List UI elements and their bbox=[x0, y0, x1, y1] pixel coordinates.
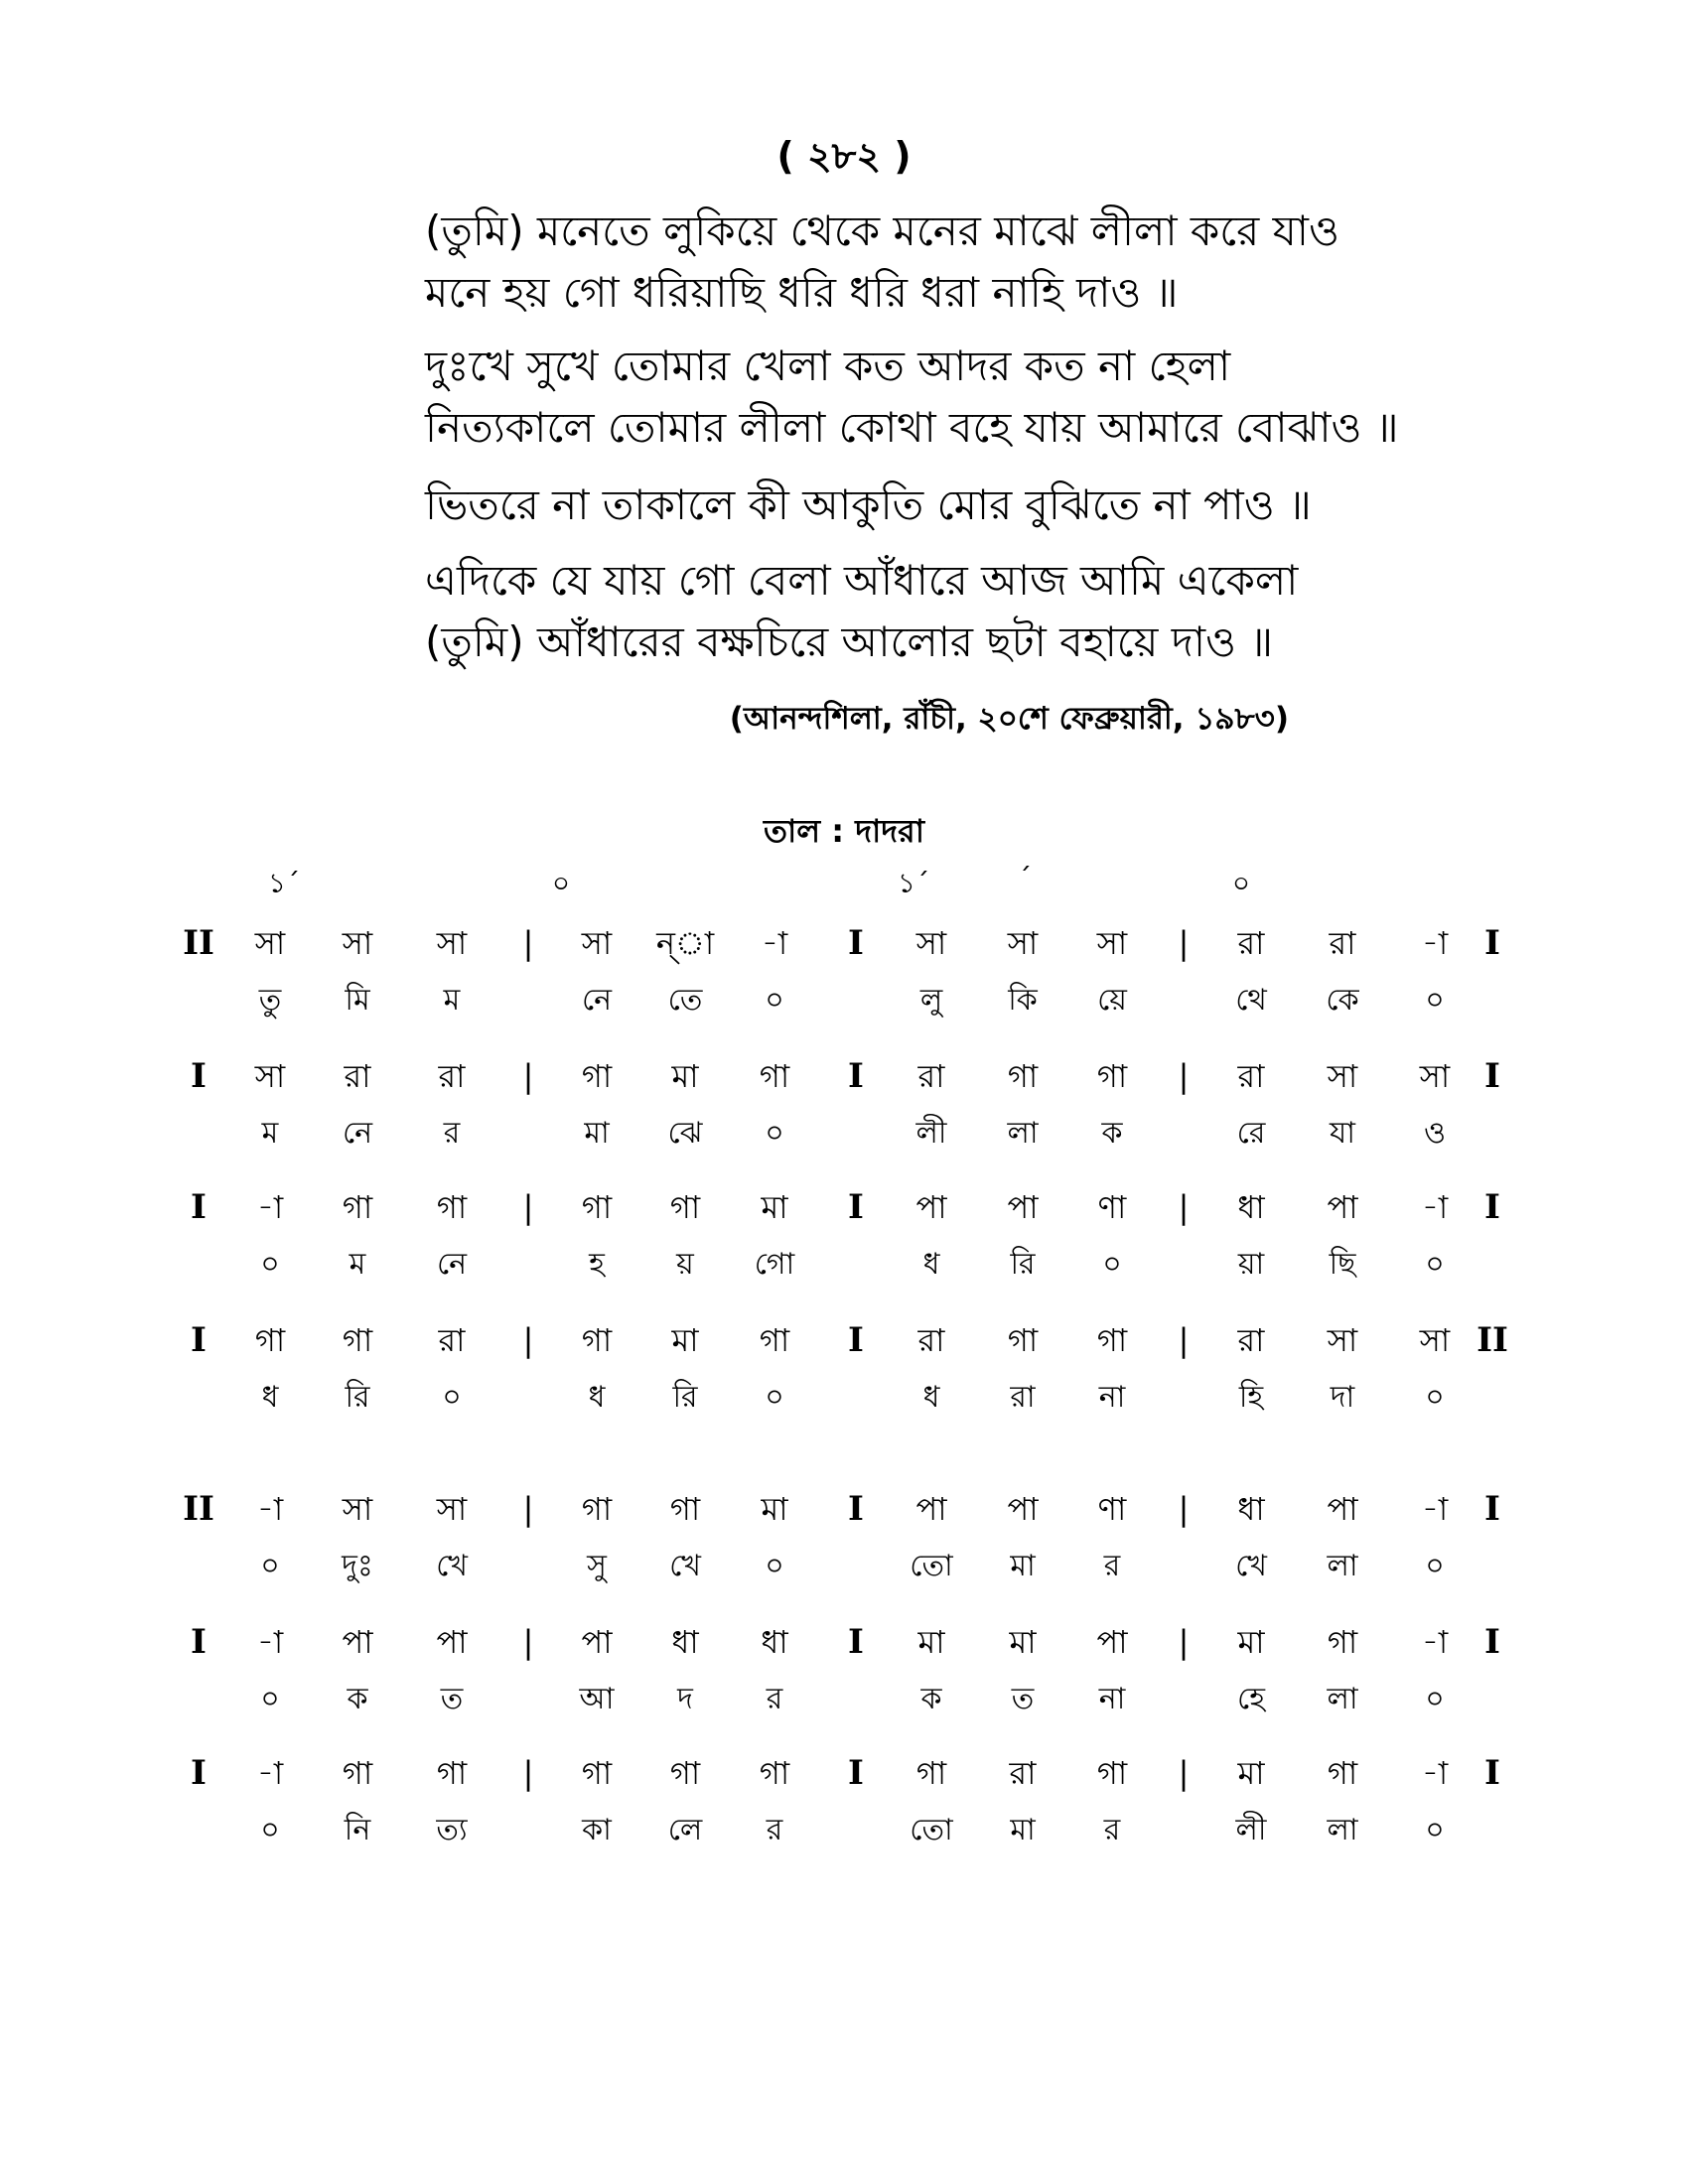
swara-note: গা bbox=[1327, 1754, 1358, 1792]
beat-mark: ০ bbox=[551, 867, 571, 899]
lyric-syllable: ০ bbox=[1425, 983, 1445, 1018]
swara-note: -া bbox=[256, 1754, 284, 1792]
barline-beat: | bbox=[522, 1321, 534, 1359]
notation-row bbox=[0, 1320, 1688, 1449]
lyric-syllable: লী bbox=[915, 1116, 947, 1151]
swara-note: সা bbox=[1096, 924, 1128, 962]
barline-start: I bbox=[191, 1187, 207, 1227]
barline-end: I bbox=[1484, 1489, 1500, 1529]
lyric-syllable: খে bbox=[436, 1549, 468, 1583]
barline-measure: I bbox=[848, 923, 864, 963]
swara-note: রা bbox=[1237, 1057, 1265, 1095]
swara-note: -া bbox=[1421, 1754, 1449, 1792]
swara-note: -া bbox=[256, 1188, 284, 1226]
swara-note: -া bbox=[256, 1490, 284, 1528]
barline-measure: I bbox=[848, 1320, 864, 1360]
lyric-syllable: রি bbox=[672, 1380, 698, 1415]
lyric-line: দুঃখে সুখে তোমার খেলা কত আদর কত না হেলা bbox=[425, 341, 1231, 390]
swara-note: মা bbox=[671, 1057, 699, 1095]
lyric-syllable: র bbox=[1103, 1549, 1121, 1583]
swara-note: সা bbox=[1327, 1321, 1358, 1359]
lyric-syllable: লা bbox=[1327, 1813, 1358, 1847]
swara-note: -া bbox=[1421, 1490, 1449, 1528]
beat-mark: ´ bbox=[1018, 862, 1032, 894]
swara-note: গা bbox=[581, 1490, 613, 1528]
lyric-syllable: মা bbox=[1010, 1549, 1036, 1583]
swara-note: সা bbox=[1419, 1057, 1451, 1095]
lyric-syllable: হে bbox=[1237, 1682, 1265, 1716]
barline-beat: | bbox=[522, 1057, 534, 1095]
swara-note: সা bbox=[1419, 1321, 1451, 1359]
swara-note: ণা bbox=[1097, 1188, 1127, 1226]
lyric-syllable: সু bbox=[587, 1549, 607, 1583]
swara-note: ধা bbox=[1237, 1490, 1265, 1528]
lyric-syllable: ত bbox=[440, 1682, 464, 1716]
lyric-syllable: র bbox=[766, 1813, 783, 1847]
lyric-syllable: তো bbox=[910, 1549, 953, 1583]
lyric-syllable: নে bbox=[436, 1247, 468, 1282]
lyric-syllable: নে bbox=[581, 983, 613, 1018]
lyric-syllable: লা bbox=[1327, 1549, 1358, 1583]
swara-note: গা bbox=[1007, 1057, 1039, 1095]
swara-note: রা bbox=[1237, 924, 1265, 962]
swara-note: গা bbox=[254, 1321, 286, 1359]
barline-measure: I bbox=[848, 1622, 864, 1662]
lyric-syllable: তু bbox=[258, 983, 282, 1018]
swara-note: পা bbox=[915, 1490, 947, 1528]
notation-row bbox=[0, 923, 1688, 1052]
swara-note: গা bbox=[1096, 1754, 1128, 1792]
swara-note: গা bbox=[1327, 1623, 1358, 1661]
lyric-syllable: ঝে bbox=[667, 1116, 703, 1151]
lyric-syllable: ০ bbox=[1102, 1247, 1122, 1282]
swara-note: ণা bbox=[1097, 1490, 1127, 1528]
lyric-syllable: লী bbox=[1235, 1813, 1267, 1847]
swara-note: সা bbox=[254, 924, 286, 962]
barline-start: I bbox=[191, 1320, 207, 1360]
swara-note: গা bbox=[342, 1754, 373, 1792]
swara-note: মা bbox=[761, 1188, 788, 1226]
barline-start: I bbox=[191, 1753, 207, 1793]
swara-note: রা bbox=[1329, 924, 1356, 962]
lyric-syllable: ছি bbox=[1329, 1247, 1356, 1282]
lyric-syllable: লু bbox=[919, 983, 943, 1018]
lyric-syllable: ম bbox=[443, 983, 461, 1018]
lyric-syllable: নি bbox=[344, 1813, 371, 1847]
lyric-syllable: রি bbox=[1010, 1247, 1036, 1282]
swara-note: পা bbox=[342, 1623, 373, 1661]
lyric-syllable: মা bbox=[1010, 1813, 1036, 1847]
lyric-syllable: লা bbox=[1007, 1116, 1039, 1151]
notation-row bbox=[0, 1056, 1688, 1185]
lyric-syllable: ০ bbox=[1425, 1682, 1445, 1716]
lyric-syllable: য় bbox=[676, 1247, 694, 1282]
beat-mark: ০ bbox=[1231, 867, 1251, 899]
swara-note: ধা bbox=[671, 1623, 699, 1661]
notation-row bbox=[0, 1753, 1688, 1882]
swara-note: সা bbox=[1327, 1057, 1358, 1095]
barline-start: I bbox=[191, 1622, 207, 1662]
lyric-syllable: কি bbox=[1008, 983, 1038, 1018]
lyric-syllable: থে bbox=[1235, 983, 1267, 1018]
lyric-syllable: না bbox=[1098, 1682, 1126, 1716]
lyric-syllable: ০ bbox=[1425, 1380, 1445, 1415]
swara-note: পা bbox=[1327, 1490, 1358, 1528]
lyric-syllable: তো bbox=[910, 1813, 953, 1847]
swara-note: গা bbox=[1096, 1321, 1128, 1359]
swara-note: রা bbox=[344, 1057, 371, 1095]
barline-beat: | bbox=[522, 1490, 534, 1528]
swara-note: -া bbox=[1421, 1188, 1449, 1226]
lyric-syllable: ০ bbox=[1425, 1247, 1445, 1282]
lyric-syllable: মি bbox=[345, 983, 370, 1018]
lyric-syllable: ০ bbox=[765, 1549, 784, 1583]
barline-end: II bbox=[1477, 1320, 1508, 1360]
lyric-syllable: ক bbox=[347, 1682, 368, 1716]
barline-beat: | bbox=[1178, 1623, 1190, 1661]
lyric-line: নিত্যকালে তোমার লীলা কোথা বহে যায় আমারে বোঝাও ॥ bbox=[425, 403, 1399, 452]
swara-note: গা bbox=[581, 1754, 613, 1792]
barline-beat: | bbox=[522, 1188, 534, 1226]
swara-note: রা bbox=[917, 1321, 945, 1359]
lyric-syllable: নে bbox=[342, 1116, 373, 1151]
swara-note: পা bbox=[1096, 1623, 1128, 1661]
lyric-syllable: ধ bbox=[922, 1380, 940, 1415]
swara-note: গা bbox=[669, 1754, 701, 1792]
beat-mark: ১´ bbox=[267, 867, 301, 899]
lyric-syllable: ০ bbox=[260, 1682, 280, 1716]
barline-end: I bbox=[1484, 1056, 1500, 1096]
page-number: ( ২৮২ ) bbox=[776, 134, 912, 178]
lyric-syllable: না bbox=[1098, 1380, 1126, 1415]
swara-note: গা bbox=[342, 1188, 373, 1226]
swara-note: গা bbox=[759, 1321, 790, 1359]
swara-note: পা bbox=[1007, 1490, 1039, 1528]
lyric-syllable: ০ bbox=[260, 1247, 280, 1282]
swara-note: সা bbox=[915, 924, 947, 962]
swara-note: ধা bbox=[1237, 1188, 1265, 1226]
barline-measure: I bbox=[848, 1489, 864, 1529]
lyric-syllable: দুঃ bbox=[342, 1549, 373, 1583]
swara-note: সা bbox=[581, 924, 613, 962]
swara-note: -া bbox=[1421, 924, 1449, 962]
barline-beat: | bbox=[1178, 924, 1190, 962]
swara-note: রা bbox=[1237, 1321, 1265, 1359]
swara-note: গা bbox=[1007, 1321, 1039, 1359]
lyric-syllable: ক bbox=[1101, 1116, 1123, 1151]
barline-beat: | bbox=[1178, 1321, 1190, 1359]
barline-start: II bbox=[183, 1489, 214, 1529]
swara-note: মা bbox=[1237, 1754, 1265, 1792]
swara-note: -া bbox=[256, 1623, 284, 1661]
swara-note: গা bbox=[759, 1057, 790, 1095]
swara-note: সা bbox=[1007, 924, 1039, 962]
swara-note: ধা bbox=[761, 1623, 788, 1661]
lyric-syllable: য়ে bbox=[1097, 983, 1127, 1018]
tala-heading: তাল : দাদরা bbox=[764, 812, 924, 850]
lyric-syllable: ত্য bbox=[436, 1813, 468, 1847]
swara-note: গা bbox=[581, 1057, 613, 1095]
lyric-syllable: লে bbox=[667, 1813, 703, 1847]
lyric-syllable: দ bbox=[677, 1682, 693, 1716]
lyric-syllable: ০ bbox=[765, 1116, 784, 1151]
barline-start: II bbox=[183, 923, 214, 963]
barline-measure: I bbox=[848, 1753, 864, 1793]
lyric-syllable: খে bbox=[1235, 1549, 1267, 1583]
barline-beat: | bbox=[522, 1623, 534, 1661]
lyric-syllable: খে bbox=[669, 1549, 701, 1583]
barline-beat: | bbox=[522, 1754, 534, 1792]
swara-note: পা bbox=[1007, 1188, 1039, 1226]
swara-note: গা bbox=[436, 1188, 468, 1226]
lyric-syllable: য়া bbox=[1237, 1247, 1265, 1282]
barline-end: I bbox=[1484, 1187, 1500, 1227]
swara-note: রা bbox=[917, 1057, 945, 1095]
lyric-syllable: ম bbox=[261, 1116, 279, 1151]
lyric-syllable: ০ bbox=[260, 1813, 280, 1847]
lyric-syllable: ০ bbox=[765, 983, 784, 1018]
lyric-syllable: রি bbox=[345, 1380, 370, 1415]
lyric-line: ভিতরে না তাকালে কী আকুতি মোর বুঝিতে না পাও ॥ bbox=[425, 480, 1312, 529]
swara-note: গা bbox=[915, 1754, 947, 1792]
lyric-syllable: দা bbox=[1330, 1380, 1355, 1415]
swara-note: রা bbox=[1009, 1754, 1037, 1792]
swara-note: মা bbox=[1237, 1623, 1265, 1661]
lyric-line: (তুমি) মনেতে লুকিয়ে থেকে মনের মাঝে লীলা করে যাও bbox=[425, 206, 1339, 255]
lyric-syllable: রে bbox=[1236, 1116, 1266, 1151]
swara-note: রা bbox=[438, 1321, 466, 1359]
swara-note: -া bbox=[761, 924, 788, 962]
swara-note: পা bbox=[581, 1623, 613, 1661]
barline-beat: | bbox=[1178, 1490, 1190, 1528]
lyric-syllable: মা bbox=[584, 1116, 610, 1151]
lyric-syllable: তে bbox=[667, 983, 703, 1018]
swara-note: পা bbox=[1327, 1188, 1358, 1226]
swara-note: পা bbox=[436, 1623, 468, 1661]
barline-beat: | bbox=[522, 924, 534, 962]
notation-row bbox=[0, 1489, 1688, 1618]
lyric-syllable: ০ bbox=[1425, 1549, 1445, 1583]
barline-beat: | bbox=[1178, 1057, 1190, 1095]
barline-measure: I bbox=[848, 1187, 864, 1227]
barline-start: I bbox=[191, 1056, 207, 1096]
lyric-syllable: আ bbox=[579, 1682, 615, 1716]
lyric-syllable: ত bbox=[1011, 1682, 1035, 1716]
swara-note: সা bbox=[436, 924, 468, 962]
swara-note: মা bbox=[917, 1623, 945, 1661]
barline-end: I bbox=[1484, 923, 1500, 963]
lyric-syllable: কে bbox=[1326, 983, 1359, 1018]
lyric-syllable: ও bbox=[1423, 1116, 1447, 1151]
swara-note: মা bbox=[671, 1321, 699, 1359]
lyric-syllable: লা bbox=[1327, 1682, 1358, 1716]
lyric-syllable: রা bbox=[1010, 1380, 1036, 1415]
swara-note: গা bbox=[342, 1321, 373, 1359]
lyric-syllable: ক bbox=[920, 1682, 942, 1716]
barline-measure: I bbox=[848, 1056, 864, 1096]
swara-note: পা bbox=[915, 1188, 947, 1226]
swara-note: গা bbox=[669, 1188, 701, 1226]
notation-row bbox=[0, 1622, 1688, 1751]
swara-note: গা bbox=[669, 1490, 701, 1528]
lyric-syllable: হি bbox=[1238, 1380, 1264, 1415]
swara-note: সা bbox=[342, 924, 373, 962]
lyric-syllable: ০ bbox=[1425, 1813, 1445, 1847]
swara-note: সা bbox=[342, 1490, 373, 1528]
lyric-syllable: ম bbox=[349, 1247, 366, 1282]
swara-note: -া bbox=[1421, 1623, 1449, 1661]
lyric-line: এদিকে যে যায় গো বেলা আঁধারে আজ আমি একেলা bbox=[425, 556, 1299, 605]
lyric-syllable: ধ bbox=[588, 1380, 606, 1415]
barline-end: I bbox=[1484, 1622, 1500, 1662]
lyric-line: (তুমি) আঁধারের বক্ষচিরে আলোর ছটা বহায়ে দাও ॥ bbox=[425, 617, 1274, 666]
notation-row bbox=[0, 1187, 1688, 1316]
swara-note: মা bbox=[1009, 1623, 1037, 1661]
swara-note: গা bbox=[759, 1754, 790, 1792]
swara-note: সা bbox=[436, 1490, 468, 1528]
lyric-line: মনে হয় গো ধরিয়াছি ধরি ধরি ধরা নাহি দাও ॥ bbox=[425, 268, 1179, 317]
swara-note: সা bbox=[254, 1057, 286, 1095]
lyric-syllable: ০ bbox=[765, 1380, 784, 1415]
lyric-syllable: যা bbox=[1330, 1116, 1355, 1151]
lyric-syllable: ধ bbox=[922, 1247, 940, 1282]
barline-beat: | bbox=[1178, 1754, 1190, 1792]
swara-note: গা bbox=[436, 1754, 468, 1792]
swara-note: গা bbox=[1096, 1057, 1128, 1095]
lyric-syllable: গো bbox=[754, 1247, 795, 1282]
barline-beat: | bbox=[1178, 1188, 1190, 1226]
swara-note: মা bbox=[761, 1490, 788, 1528]
lyric-syllable: র bbox=[1103, 1813, 1121, 1847]
lyric-syllable: র bbox=[443, 1116, 461, 1151]
beat-mark: ১´ bbox=[897, 867, 930, 899]
lyric-syllable: হ bbox=[589, 1247, 605, 1282]
swara-note: গা bbox=[581, 1188, 613, 1226]
lyric-syllable: র bbox=[766, 1682, 783, 1716]
composition-credit: (আনন্দশিলা, রাঁচী, ২০শে ফেব্রুয়ারী, ১৯৮৩) bbox=[729, 701, 1289, 737]
barline-end: I bbox=[1484, 1753, 1500, 1793]
lyric-syllable: ধ bbox=[261, 1380, 279, 1415]
lyric-syllable: ০ bbox=[260, 1549, 280, 1583]
lyric-syllable: কা bbox=[582, 1813, 612, 1847]
lyric-syllable: ০ bbox=[442, 1380, 462, 1415]
swara-note: রা bbox=[438, 1057, 466, 1095]
swara-note: ন্‌া bbox=[655, 924, 715, 962]
swara-note: গা bbox=[581, 1321, 613, 1359]
